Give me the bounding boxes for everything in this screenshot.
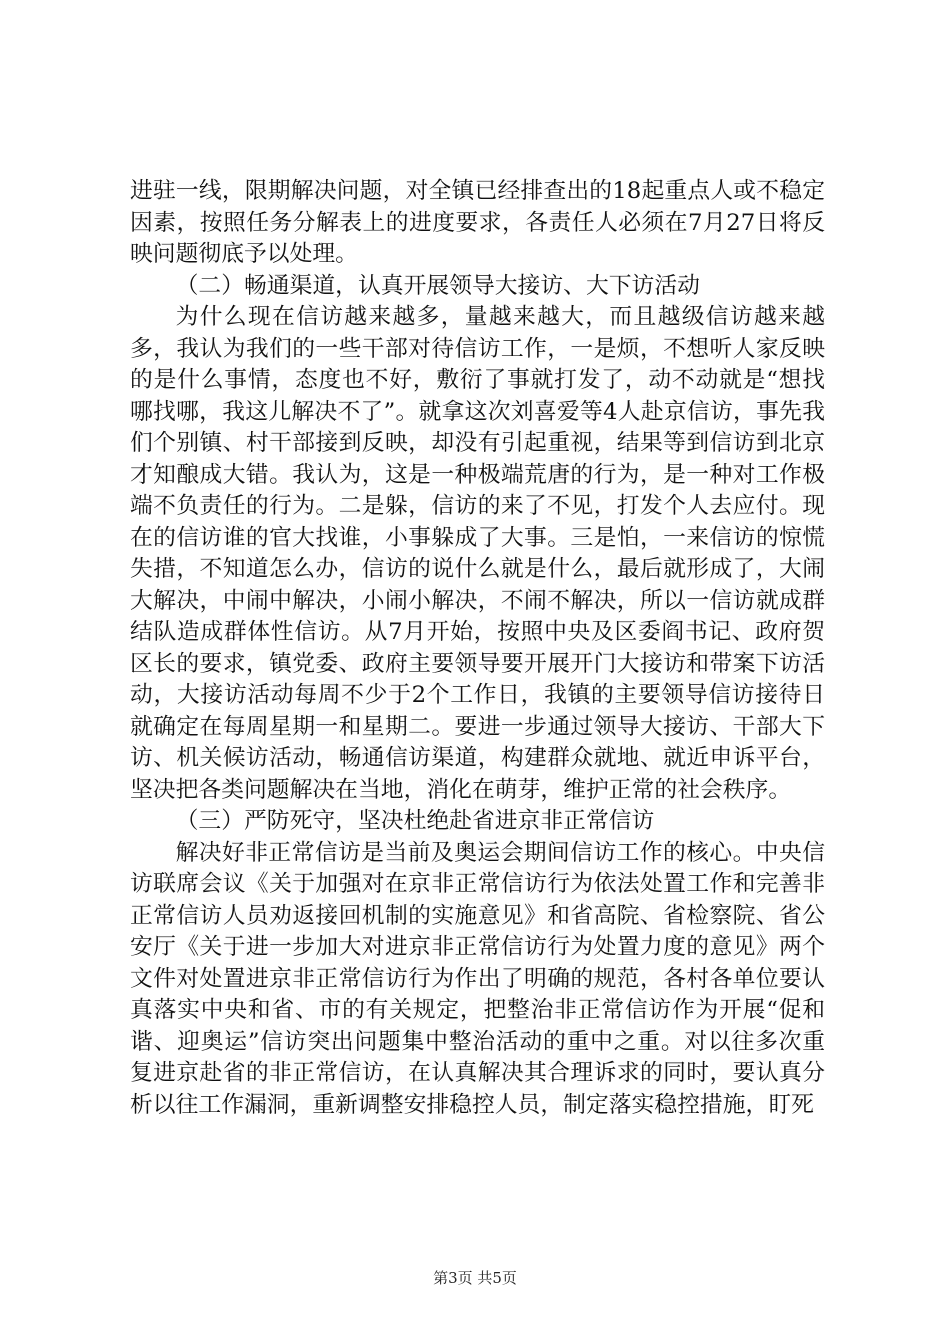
paragraph-continuation: 进驻一线，限期解决问题，对全镇已经排查出的18起重点人或不稳定因素，按照任务分解表上的进度要求，各责任人必须在7月27日将反映问题彻底予以处理。 — [130, 178, 825, 267]
page-footer: 第3页 共5页 — [433, 1269, 517, 1287]
paragraph-section-2: 为什么现在信访越来越多，量越来越大，而且越级信访越来越多，我认为我们的一些干部对待信访工作，一是烦，不想听人家反映的是什么事情，态度也不好，敷衍了事就打发了，动不动就是“想找哪找哪，我这儿解决不了”。就拿这次刘喜爱等4人赴京信访，事先我们个别镇、村干部接到反映，却没有引起重视，结果等到信访到北京才知酿成大错。我认为，这是一种极端荒唐的行为，是一种对工作极端不负责任的行为。二是躲，信访的来了不见，打发个人去应付。现在的信访谁的官大找谁，小事躲成了大事。三是怕，一来信访的惊慌失措，不知道怎么办，信访的说什么就是什么，最后就形成了，大闹大解决，中闹中解决，小闹小解决，不闹不解决，所以一信访就成群结队造成群体性信访。从7月开始，按照中央及区委阎书记、政府贺区长的要求，镇党委、政府主要领导要开展开门大接访和带案下访活动，大接访活动每周不少于2个工作日，我镇的主要领导信访接待日就确定在每周星期一和星期二。要进一步通过领导大接访、干部大下访、机关候访活动，畅通信访渠道，构建群众就地、就近申诉平台，坚决把各类问题解决在当地，消化在萌芽，维护正常的社会秩序。 — [130, 304, 825, 803]
section-heading-2: （二）畅通渠道，认真开展领导大接访、大下访活动 — [175, 272, 700, 299]
paragraph-section-3: 解决好非正常信访是当前及奥运会期间信访工作的核心。中央信访联席会议《关于加强对在京非正常信访行为依法处置工作和完善非正常信访人员劝返接回机制的实施意见》和省高院、省检察院、省公安厅《关于进一步加大对进京非正常信访行为处置力度的意见》两个文件对处置进京非正常信访行为作出了明确的规范，各村各单位要认真落实中央和省、市的有关规定，把整治非正常信访作为开展“促和谐、迎奥运”信访突出问题集中整治活动的重中之重。对以往多次重复进京赴省的非正常信访，在认真解决其合理诉求的同时，要认真分析以往工作漏洞，重新调整安排稳控人员，制定落实稳控措施，盯死 — [130, 839, 825, 1118]
document-body — [130, 176, 825, 1121]
section-heading-3: （三）严防死守，坚决杜绝赴省进京非正常信访 — [175, 808, 655, 834]
